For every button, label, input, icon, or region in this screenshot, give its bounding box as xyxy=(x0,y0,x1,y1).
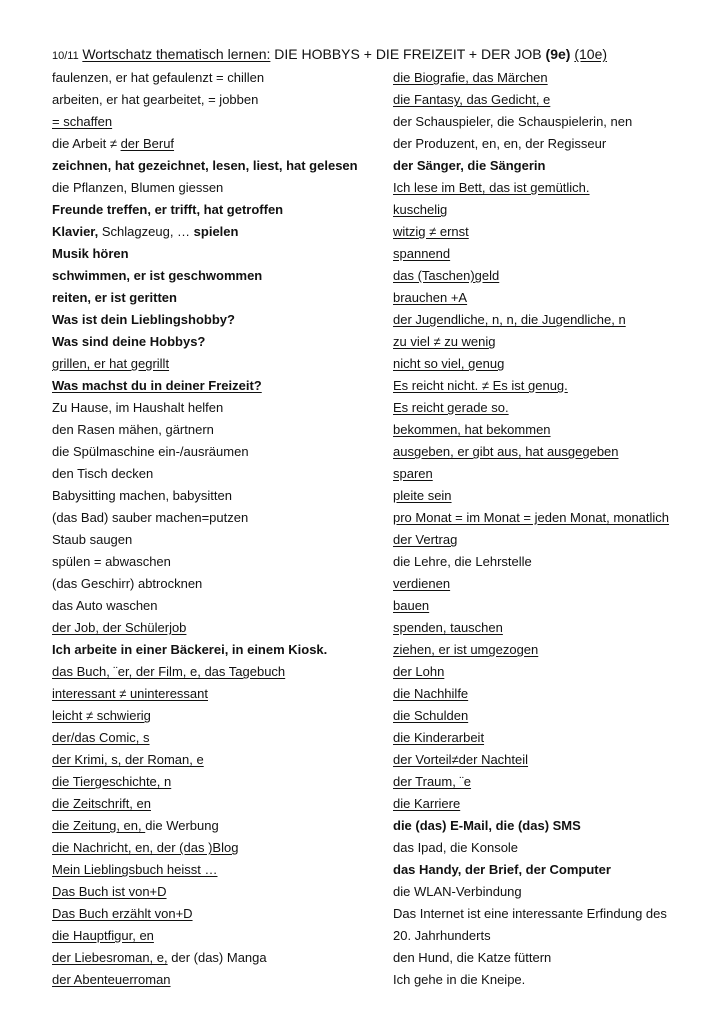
vocab-text: der Krimi, s, der Roman, e xyxy=(52,752,204,767)
vocab-entry xyxy=(393,860,718,882)
vocab-text: die Nachricht, en, der (das )Blog xyxy=(52,840,239,855)
vocab-entry xyxy=(393,156,718,178)
vocab-text: Ich gehe in die Kneipe. xyxy=(393,972,526,987)
vocab-entry xyxy=(393,244,718,266)
vocab-entry xyxy=(52,90,382,112)
vocab-entry xyxy=(393,816,718,838)
vocab-text: die Tiergeschichte, n xyxy=(52,774,172,789)
vocab-text: brauchen +A xyxy=(393,290,468,305)
vocab-entry xyxy=(393,134,718,156)
vocab-entry xyxy=(52,882,382,904)
vocab-entry xyxy=(52,904,382,926)
vocab-text: Es reicht gerade so. xyxy=(393,400,509,415)
vocab-text: kuschelig xyxy=(393,202,448,217)
vocab-text: der Liebesroman, e, xyxy=(52,950,168,965)
vocab-text: Babysitting machen, babysitten xyxy=(52,488,232,503)
vocab-text: ziehen, er ist umgezogen xyxy=(393,642,539,657)
vocab-entry xyxy=(52,596,382,618)
vocab-entry xyxy=(52,310,382,332)
vocab-entry xyxy=(393,376,718,398)
vocab-text: der/das Comic, s xyxy=(52,730,150,745)
vocab-text: nicht so viel, genug xyxy=(393,356,505,371)
vocab-entry xyxy=(52,112,382,134)
vocab-text: Das Internet ist eine interessante Erfindung des xyxy=(393,906,667,921)
vocab-text: leicht ≠ schwierig xyxy=(52,708,151,723)
vocab-text: Schlagzeug, … xyxy=(98,224,194,239)
vocab-entry xyxy=(52,486,382,508)
vocab-text: sparen xyxy=(393,466,433,481)
vocab-column-right xyxy=(393,68,718,992)
vocab-text: witzig ≠ ernst xyxy=(393,224,469,239)
vocab-text: bekommen, hat bekommen xyxy=(393,422,551,437)
vocab-text: Zu Hause, im Haushalt helfen xyxy=(52,400,224,415)
vocab-text: die Fantasy, das Gedicht, e xyxy=(393,92,551,107)
vocab-entry xyxy=(393,90,718,112)
vocab-text: die WLAN-Verbindung xyxy=(393,884,522,899)
vocab-entry xyxy=(52,134,382,156)
vocab-entry xyxy=(393,112,718,134)
vocab-text: die Pflanzen, Blumen giessen xyxy=(52,180,224,195)
vocab-text: der Vertrag xyxy=(393,532,458,547)
vocab-entry xyxy=(393,750,718,772)
vocab-text: der Vorteil≠der Nachteil xyxy=(393,752,529,767)
vocab-entry xyxy=(52,684,382,706)
vocab-text: die Hauptfigur, en xyxy=(52,928,154,943)
vocab-text: zeichnen, hat gezeichnet, lesen, liest, hat gelesen xyxy=(52,158,358,173)
vocab-text: den Tisch decken xyxy=(52,466,154,481)
vocab-entry xyxy=(393,222,718,244)
vocab-entry xyxy=(393,640,718,662)
vocab-text: Freunde treffen, er trifft, hat getroffen xyxy=(52,202,284,217)
vocab-text: (das Geschirr) abtrocknen xyxy=(52,576,203,591)
vocab-text: die Spülmaschine ein-/ausräumen xyxy=(52,444,249,459)
vocab-entry xyxy=(52,662,382,684)
vocab-text: arbeiten, er hat gearbeitet, = jobben xyxy=(52,92,259,107)
vocab-text: zu viel ≠ zu wenig xyxy=(393,334,496,349)
vocab-entry xyxy=(52,552,382,574)
class-label-9e: (9e) xyxy=(545,46,571,62)
vocab-entry xyxy=(393,794,718,816)
vocab-entry xyxy=(52,398,382,420)
vocab-text: die Zeitung, en, xyxy=(52,818,146,833)
vocab-text: Es reicht nicht. ≠ Es ist genug. xyxy=(393,378,568,393)
vocab-entry xyxy=(52,838,382,860)
vocab-entry xyxy=(52,178,382,200)
vocab-entry xyxy=(393,948,718,970)
vocab-text: bauen xyxy=(393,598,430,613)
vocab-text: die Nachhilfe xyxy=(393,686,469,701)
vocab-entry xyxy=(52,354,382,376)
vocab-text: pro Monat = im Monat = jeden Monat, monatlich xyxy=(393,510,670,525)
vocab-entry xyxy=(393,926,718,948)
vocab-entry xyxy=(52,618,382,640)
vocab-entry xyxy=(393,838,718,860)
vocab-entry xyxy=(52,728,382,750)
vocab-entry xyxy=(393,728,718,750)
vocab-entry xyxy=(52,376,382,398)
vocab-entry xyxy=(393,442,718,464)
vocab-text: Staub saugen xyxy=(52,532,133,547)
vocab-entry xyxy=(393,618,718,640)
vocab-text: ausgeben, er gibt aus, hat ausgegeben xyxy=(393,444,619,459)
vocab-text: das Auto waschen xyxy=(52,598,158,613)
vocab-entry xyxy=(52,706,382,728)
vocab-text: den Rasen mähen, gärtnern xyxy=(52,422,214,437)
vocab-entry xyxy=(393,332,718,354)
vocab-entry xyxy=(393,662,718,684)
vocab-text: reiten, er ist geritten xyxy=(52,290,177,305)
vocab-text: den Hund, die Katze füttern xyxy=(393,950,552,965)
title-heading: Wortschatz thematisch lernen: xyxy=(82,46,271,62)
vocab-entry xyxy=(52,420,382,442)
vocab-text: der Produzent, en, en, der Regisseur xyxy=(393,136,607,151)
vocab-entry xyxy=(393,68,718,90)
vocab-text: Was ist dein Lieblingshobby? xyxy=(52,312,235,327)
lesson-number: 10/11 xyxy=(52,50,79,62)
vocab-text: die Werbung xyxy=(145,818,219,833)
vocab-text: Klavier, xyxy=(52,224,99,239)
vocab-entry xyxy=(52,530,382,552)
vocab-entry xyxy=(393,552,718,574)
vocab-text: Was machst du in deiner Freizeit? xyxy=(52,378,262,393)
vocab-entry xyxy=(393,420,718,442)
vocab-entry xyxy=(393,596,718,618)
vocab-text: die Arbeit ≠ xyxy=(52,136,121,151)
vocab-entry xyxy=(52,772,382,794)
vocab-text: (das Bad) sauber machen=putzen xyxy=(52,510,249,525)
vocab-entry xyxy=(393,200,718,222)
vocab-entry xyxy=(52,508,382,530)
vocab-text: der Beruf xyxy=(120,136,175,151)
vocab-entry xyxy=(393,530,718,552)
vocab-text: der Sänger, die Sängerin xyxy=(393,158,546,173)
vocab-entry xyxy=(393,706,718,728)
vocab-text: Was sind deine Hobbys? xyxy=(52,334,206,349)
vocab-text: das Handy, der Brief, der Computer xyxy=(393,862,611,877)
page-title xyxy=(52,46,607,62)
vocab-text: interessant ≠ uninteressant xyxy=(52,686,208,701)
vocab-entry xyxy=(52,860,382,882)
vocab-entry xyxy=(52,288,382,310)
vocab-entry xyxy=(52,266,382,288)
vocab-entry xyxy=(52,200,382,222)
vocab-entry xyxy=(52,574,382,596)
vocab-entry xyxy=(52,244,382,266)
vocab-text: Mein Lieblingsbuch heisst … xyxy=(52,862,218,877)
vocab-text: die Biografie, das Märchen xyxy=(393,70,548,85)
vocab-text: schwimmen, er ist geschwommen xyxy=(52,268,263,283)
title-topic: DIE HOBBYS + DIE FREIZEIT + DER JOB xyxy=(270,46,546,62)
vocab-entry xyxy=(393,398,718,420)
vocab-text: spannend xyxy=(393,246,451,261)
vocab-entry xyxy=(52,970,382,992)
vocab-text: Das Buch erzählt von+D xyxy=(52,906,193,921)
vocab-entry xyxy=(393,574,718,596)
vocab-text: der Job, der Schülerjob xyxy=(52,620,187,635)
vocab-entry xyxy=(52,222,382,244)
vocab-text: die Karriere xyxy=(393,796,461,811)
vocab-column-left xyxy=(52,68,382,992)
vocab-text: Musik hören xyxy=(52,246,129,261)
vocab-text: Ich arbeite in einer Bäckerei, in einem Kiosk. xyxy=(52,642,328,657)
vocab-entry xyxy=(52,816,382,838)
vocab-entry xyxy=(52,156,382,178)
vocab-text: verdienen xyxy=(393,576,451,591)
vocab-entry xyxy=(393,904,718,926)
vocab-entry xyxy=(393,310,718,332)
vocab-entry xyxy=(393,970,718,992)
vocab-text: Das Buch ist von+D xyxy=(52,884,167,899)
vocab-text: das Ipad, die Konsole xyxy=(393,840,519,855)
vocab-entry xyxy=(393,882,718,904)
vocab-entry xyxy=(393,288,718,310)
vocab-text: der Schauspieler, die Schauspielerin, nen xyxy=(393,114,633,129)
vocab-entry xyxy=(52,926,382,948)
vocab-text: Ich lese im Bett, das ist gemütlich. xyxy=(393,180,590,195)
vocab-text: die Schulden xyxy=(393,708,469,723)
vocab-text: = schaffen xyxy=(52,114,113,129)
vocab-entry xyxy=(52,750,382,772)
vocab-text: die (das) E-Mail, die (das) SMS xyxy=(393,818,581,833)
vocab-text: spielen xyxy=(193,224,239,239)
vocab-entry xyxy=(393,266,718,288)
vocab-text: pleite sein xyxy=(393,488,452,503)
vocab-text: spülen = abwaschen xyxy=(52,554,171,569)
vocab-text: faulenzen, er hat gefaulenzt = chillen xyxy=(52,70,265,85)
vocab-entry xyxy=(52,442,382,464)
vocab-entry xyxy=(52,68,382,90)
vocab-entry xyxy=(393,772,718,794)
vocab-entry xyxy=(393,508,718,530)
vocab-text: grillen, er hat gegrillt xyxy=(52,356,170,371)
vocab-text: die Lehre, die Lehrstelle xyxy=(393,554,532,569)
vocab-entry xyxy=(52,640,382,662)
vocab-entry xyxy=(393,486,718,508)
vocab-text: das (Taschen)geld xyxy=(393,268,500,283)
vocab-entry xyxy=(52,464,382,486)
class-label-10e: (10e) xyxy=(574,46,608,62)
vocab-text: 20. Jahrhunderts xyxy=(393,928,491,943)
vocab-entry xyxy=(393,354,718,376)
vocab-entry xyxy=(393,684,718,706)
vocab-entry xyxy=(393,178,718,200)
vocab-entry xyxy=(52,948,382,970)
vocab-entry xyxy=(52,794,382,816)
vocab-text: der Jugendliche, n, n, die Jugendliche, n xyxy=(393,312,626,327)
vocab-entry xyxy=(52,332,382,354)
vocab-text: das Buch, ¨er, der Film, e, das Tagebuch xyxy=(52,664,286,679)
vocab-entry xyxy=(393,464,718,486)
vocab-text: die Zeitschrift, en xyxy=(52,796,151,811)
vocab-text: der Lohn xyxy=(393,664,445,679)
vocab-text: die Kinderarbeit xyxy=(393,730,485,745)
vocab-text: der (das) Manga xyxy=(167,950,267,965)
vocab-text: der Abenteuerroman xyxy=(52,972,171,987)
vocab-text: spenden, tauschen xyxy=(393,620,503,635)
vocab-text: der Traum, ¨e xyxy=(393,774,472,789)
